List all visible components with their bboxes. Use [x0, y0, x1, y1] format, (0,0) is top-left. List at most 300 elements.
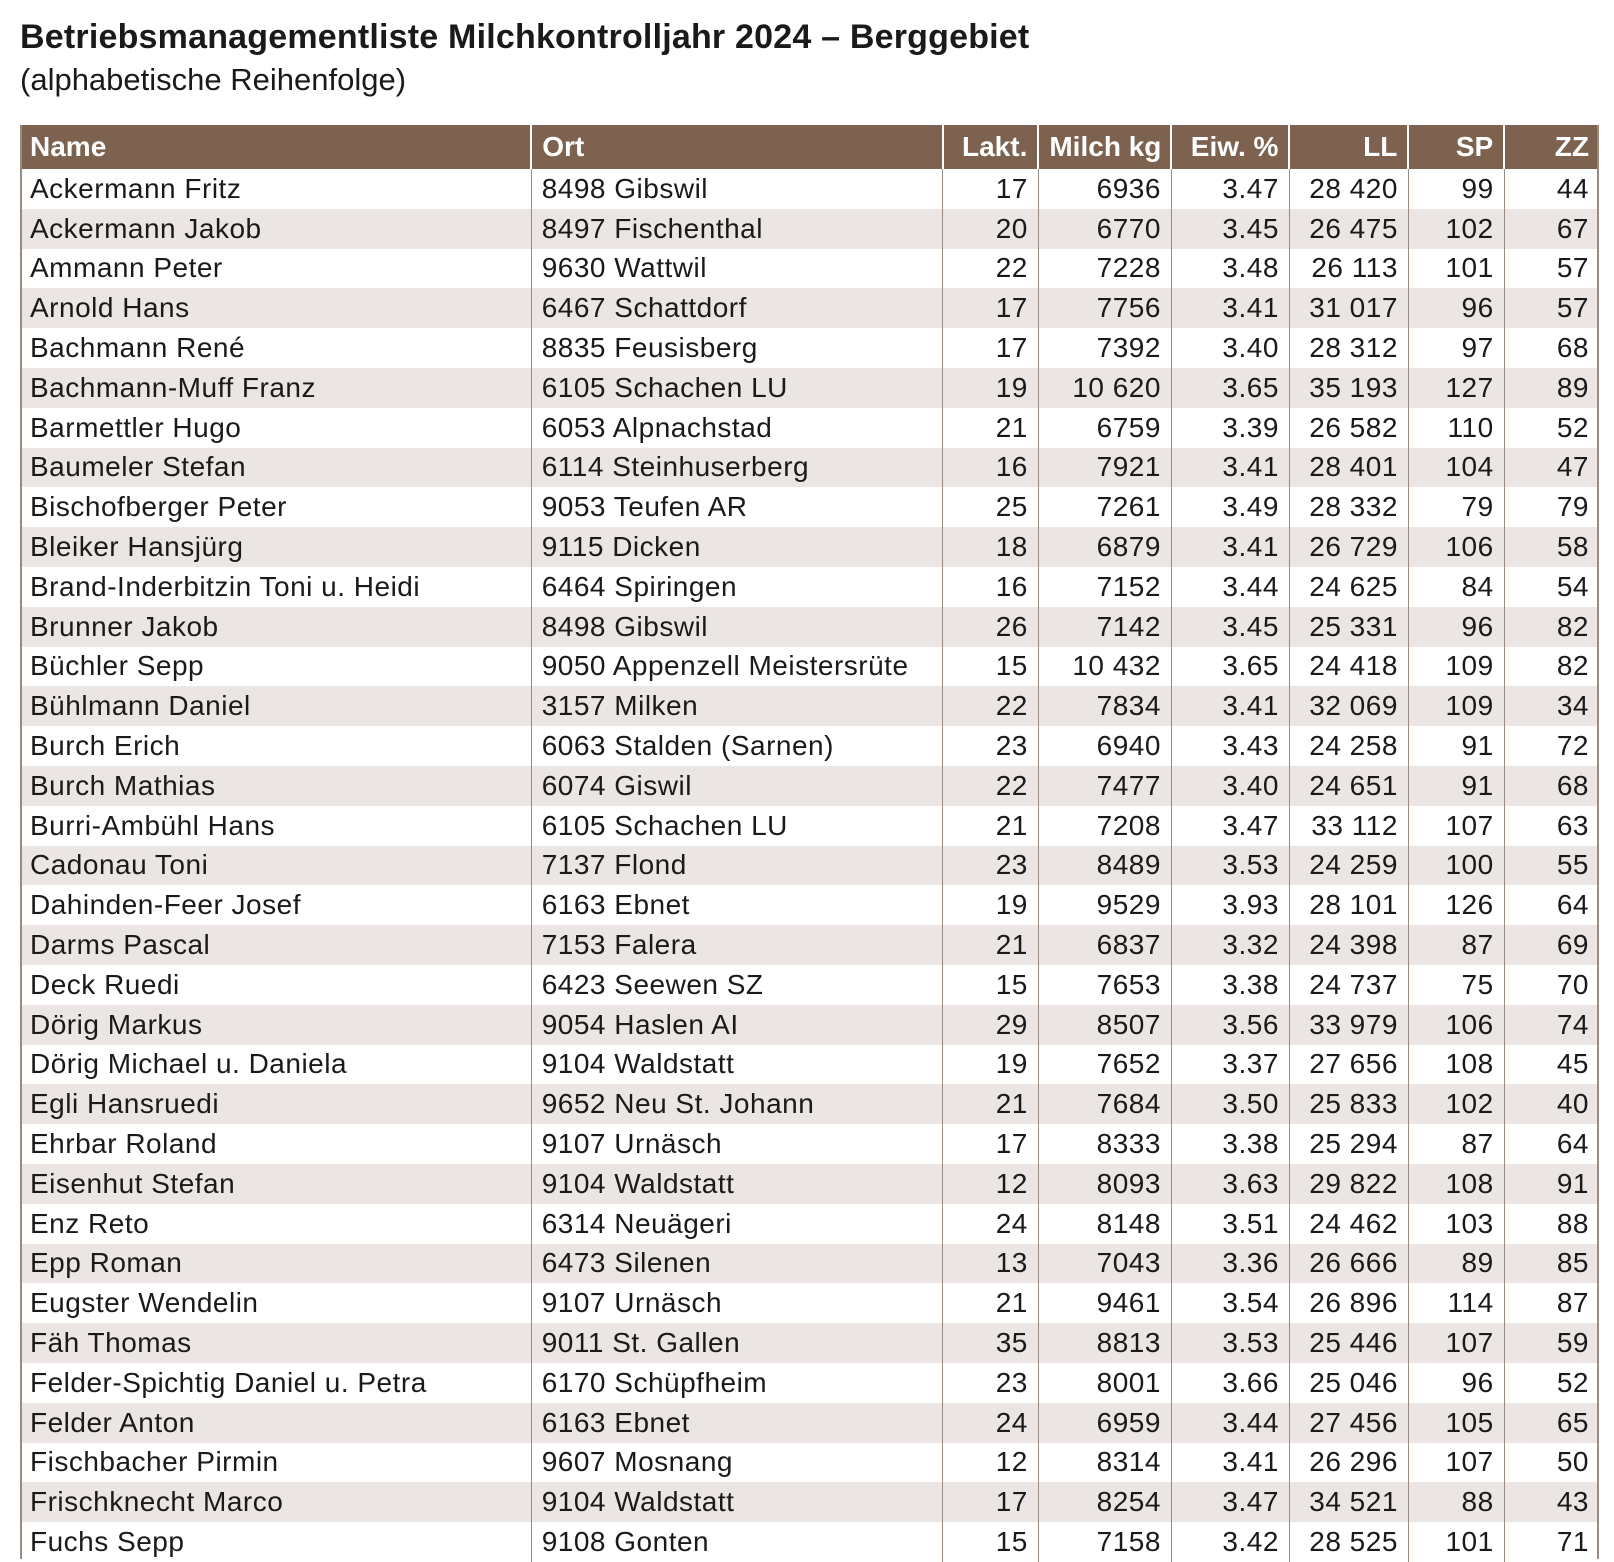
cell-lakt: 17	[943, 1124, 1039, 1164]
table-row	[20, 408, 1599, 448]
cell-ort: 6423 Seewen SZ	[531, 965, 942, 1005]
cell-name: Arnold Hans	[20, 288, 531, 328]
table-row	[20, 726, 1599, 766]
cell-zz: 57	[1504, 288, 1599, 328]
cell-sp: 107	[1408, 1323, 1504, 1363]
cell-ll: 25 446	[1289, 1323, 1408, 1363]
table-row	[20, 288, 1599, 328]
cell-zz: 72	[1504, 726, 1599, 766]
cell-lakt: 17	[943, 1482, 1039, 1522]
column-header-zz: ZZ	[1504, 125, 1599, 169]
cell-milch: 7043	[1038, 1244, 1171, 1284]
cell-name: Bleiker Hansjürg	[20, 527, 531, 567]
farm-table	[20, 125, 1599, 1562]
cell-name: Dahinden-Feer Josef	[20, 885, 531, 925]
cell-sp: 89	[1408, 1244, 1504, 1284]
cell-eiw: 3.54	[1171, 1283, 1289, 1323]
cell-name: Felder-Spichtig Daniel u. Petra	[20, 1363, 531, 1403]
cell-sp: 100	[1408, 846, 1504, 886]
column-header-ort: Ort	[531, 125, 942, 169]
cell-sp: 96	[1408, 607, 1504, 647]
cell-zz: 68	[1504, 766, 1599, 806]
cell-lakt: 12	[943, 1443, 1039, 1483]
cell-lakt: 24	[943, 1204, 1039, 1244]
cell-ll: 26 666	[1289, 1244, 1408, 1284]
cell-zz: 57	[1504, 249, 1599, 289]
cell-milch: 6936	[1038, 169, 1171, 209]
table-header	[20, 125, 1599, 169]
table-row	[20, 209, 1599, 249]
cell-name: Epp Roman	[20, 1244, 531, 1284]
cell-ort: 6114 Steinhuserberg	[531, 448, 942, 488]
cell-ll: 25 331	[1289, 607, 1408, 647]
cell-zz: 87	[1504, 1283, 1599, 1323]
cell-milch: 9461	[1038, 1283, 1171, 1323]
cell-sp: 87	[1408, 1124, 1504, 1164]
cell-eiw: 3.65	[1171, 647, 1289, 687]
cell-milch: 8254	[1038, 1482, 1171, 1522]
cell-name: Büchler Sepp	[20, 647, 531, 687]
table-row	[20, 487, 1599, 527]
cell-ort: 9104 Waldstatt	[531, 1045, 942, 1085]
cell-eiw: 3.40	[1171, 328, 1289, 368]
cell-milch: 8333	[1038, 1124, 1171, 1164]
cell-ort: 6105 Schachen LU	[531, 806, 942, 846]
cell-eiw: 3.39	[1171, 408, 1289, 448]
cell-eiw: 3.53	[1171, 1323, 1289, 1363]
cell-name: Dörig Michael u. Daniela	[20, 1045, 531, 1085]
cell-sp: 101	[1408, 1522, 1504, 1562]
cell-zz: 67	[1504, 209, 1599, 249]
cell-name: Brand-Inderbitzin Toni u. Heidi	[20, 567, 531, 607]
cell-eiw: 3.40	[1171, 766, 1289, 806]
cell-ort: 9104 Waldstatt	[531, 1164, 942, 1204]
cell-lakt: 22	[943, 766, 1039, 806]
cell-lakt: 13	[943, 1244, 1039, 1284]
cell-eiw: 3.56	[1171, 1005, 1289, 1045]
cell-ll: 26 113	[1289, 249, 1408, 289]
cell-sp: 99	[1408, 169, 1504, 209]
cell-milch: 10 432	[1038, 647, 1171, 687]
cell-ort: 8498 Gibswil	[531, 169, 942, 209]
cell-eiw: 3.47	[1171, 806, 1289, 846]
table-row	[20, 766, 1599, 806]
cell-name: Frischknecht Marco	[20, 1482, 531, 1522]
cell-milch: 7208	[1038, 806, 1171, 846]
cell-sp: 127	[1408, 368, 1504, 408]
cell-ll: 24 258	[1289, 726, 1408, 766]
table-row	[20, 965, 1599, 1005]
cell-zz: 64	[1504, 1124, 1599, 1164]
cell-zz: 50	[1504, 1443, 1599, 1483]
cell-lakt: 23	[943, 846, 1039, 886]
cell-zz: 58	[1504, 527, 1599, 567]
cell-eiw: 3.32	[1171, 925, 1289, 965]
cell-sp: 88	[1408, 1482, 1504, 1522]
table-row	[20, 1045, 1599, 1085]
column-header-sp: SP	[1408, 125, 1504, 169]
cell-name: Burch Erich	[20, 726, 531, 766]
cell-lakt: 17	[943, 288, 1039, 328]
cell-lakt: 21	[943, 1283, 1039, 1323]
cell-ort: 8835 Feusisberg	[531, 328, 942, 368]
cell-sp: 97	[1408, 328, 1504, 368]
table-row	[20, 1403, 1599, 1443]
cell-zz: 82	[1504, 647, 1599, 687]
cell-sp: 102	[1408, 1084, 1504, 1124]
cell-milch: 7653	[1038, 965, 1171, 1005]
cell-ll: 28 401	[1289, 448, 1408, 488]
cell-ll: 24 398	[1289, 925, 1408, 965]
cell-ort: 6314 Neuägeri	[531, 1204, 942, 1244]
table-row	[20, 527, 1599, 567]
cell-zz: 85	[1504, 1244, 1599, 1284]
cell-ort: 6105 Schachen LU	[531, 368, 942, 408]
cell-lakt: 17	[943, 328, 1039, 368]
cell-name: Fuchs Sepp	[20, 1522, 531, 1562]
cell-name: Fischbacher Pirmin	[20, 1443, 531, 1483]
cell-ort: 6467 Schattdorf	[531, 288, 942, 328]
cell-ll: 26 475	[1289, 209, 1408, 249]
cell-zz: 70	[1504, 965, 1599, 1005]
table-row	[20, 448, 1599, 488]
cell-sp: 79	[1408, 487, 1504, 527]
cell-milch: 7834	[1038, 686, 1171, 726]
cell-name: Deck Ruedi	[20, 965, 531, 1005]
cell-sp: 96	[1408, 1363, 1504, 1403]
cell-milch: 8148	[1038, 1204, 1171, 1244]
cell-name: Baumeler Stefan	[20, 448, 531, 488]
cell-eiw: 3.51	[1171, 1204, 1289, 1244]
cell-milch: 6940	[1038, 726, 1171, 766]
cell-milch: 7152	[1038, 567, 1171, 607]
cell-eiw: 3.53	[1171, 846, 1289, 886]
cell-eiw: 3.47	[1171, 1482, 1289, 1522]
cell-name: Burri-Ambühl Hans	[20, 806, 531, 846]
cell-ort: 9652 Neu St. Johann	[531, 1084, 942, 1124]
cell-sp: 106	[1408, 1005, 1504, 1045]
column-header-lakt: Lakt.	[943, 125, 1039, 169]
cell-sp: 87	[1408, 925, 1504, 965]
cell-sp: 91	[1408, 726, 1504, 766]
cell-sp: 84	[1408, 567, 1504, 607]
cell-name: Ammann Peter	[20, 249, 531, 289]
cell-eiw: 3.63	[1171, 1164, 1289, 1204]
cell-ll: 26 896	[1289, 1283, 1408, 1323]
cell-sp: 102	[1408, 209, 1504, 249]
cell-ort: 6170 Schüpfheim	[531, 1363, 942, 1403]
cell-zz: 68	[1504, 328, 1599, 368]
cell-zz: 55	[1504, 846, 1599, 886]
cell-milch: 6770	[1038, 209, 1171, 249]
table-row	[20, 1522, 1599, 1562]
cell-name: Eisenhut Stefan	[20, 1164, 531, 1204]
cell-sp: 109	[1408, 686, 1504, 726]
cell-zz: 63	[1504, 806, 1599, 846]
cell-sp: 105	[1408, 1403, 1504, 1443]
cell-milch: 7392	[1038, 328, 1171, 368]
table-row	[20, 368, 1599, 408]
cell-ll: 28 525	[1289, 1522, 1408, 1562]
cell-name: Felder Anton	[20, 1403, 531, 1443]
table-row	[20, 885, 1599, 925]
cell-lakt: 19	[943, 885, 1039, 925]
table-row	[20, 1204, 1599, 1244]
cell-lakt: 12	[943, 1164, 1039, 1204]
cell-zz: 59	[1504, 1323, 1599, 1363]
cell-name: Ackermann Jakob	[20, 209, 531, 249]
cell-lakt: 35	[943, 1323, 1039, 1363]
cell-name: Ehrbar Roland	[20, 1124, 531, 1164]
cell-zz: 91	[1504, 1164, 1599, 1204]
cell-milch: 8489	[1038, 846, 1171, 886]
column-header-name: Name	[20, 125, 531, 169]
cell-zz: 88	[1504, 1204, 1599, 1244]
cell-sp: 91	[1408, 766, 1504, 806]
cell-lakt: 24	[943, 1403, 1039, 1443]
cell-milch: 7228	[1038, 249, 1171, 289]
table-row	[20, 1482, 1599, 1522]
cell-zz: 44	[1504, 169, 1599, 209]
table-body	[20, 169, 1599, 1562]
cell-eiw: 3.41	[1171, 448, 1289, 488]
table-row	[20, 328, 1599, 368]
cell-ort: 6163 Ebnet	[531, 1403, 942, 1443]
cell-lakt: 25	[943, 487, 1039, 527]
table-row	[20, 925, 1599, 965]
cell-milch: 10 620	[1038, 368, 1171, 408]
page-subtitle: (alphabetische Reihenfolge)	[20, 62, 407, 97]
cell-lakt: 21	[943, 806, 1039, 846]
cell-eiw: 3.43	[1171, 726, 1289, 766]
cell-eiw: 3.41	[1171, 288, 1289, 328]
cell-sp: 114	[1408, 1283, 1504, 1323]
cell-ort: 9108 Gonten	[531, 1522, 942, 1562]
cell-ort: 9607 Mosnang	[531, 1443, 942, 1483]
cell-lakt: 16	[943, 567, 1039, 607]
cell-sp: 96	[1408, 288, 1504, 328]
cell-ll: 28 312	[1289, 328, 1408, 368]
cell-eiw: 3.45	[1171, 209, 1289, 249]
cell-milch: 8093	[1038, 1164, 1171, 1204]
cell-milch: 7684	[1038, 1084, 1171, 1124]
cell-eiw: 3.65	[1171, 368, 1289, 408]
cell-ll: 28 420	[1289, 169, 1408, 209]
cell-sp: 103	[1408, 1204, 1504, 1244]
cell-name: Bachmann René	[20, 328, 531, 368]
cell-sp: 75	[1408, 965, 1504, 1005]
cell-name: Bischofberger Peter	[20, 487, 531, 527]
cell-eiw: 3.50	[1171, 1084, 1289, 1124]
table-row	[20, 1443, 1599, 1483]
cell-lakt: 21	[943, 925, 1039, 965]
cell-eiw: 3.48	[1171, 249, 1289, 289]
cell-lakt: 19	[943, 368, 1039, 408]
table-row	[20, 1084, 1599, 1124]
cell-ort: 9104 Waldstatt	[531, 1482, 942, 1522]
table-row	[20, 686, 1599, 726]
cell-name: Dörig Markus	[20, 1005, 531, 1045]
cell-milch: 7756	[1038, 288, 1171, 328]
cell-name: Bachmann-Muff Franz	[20, 368, 531, 408]
cell-ort: 9011 St. Gallen	[531, 1323, 942, 1363]
cell-ll: 24 462	[1289, 1204, 1408, 1244]
cell-ll: 29 822	[1289, 1164, 1408, 1204]
cell-ll: 27 456	[1289, 1403, 1408, 1443]
cell-lakt: 22	[943, 249, 1039, 289]
cell-name: Burch Mathias	[20, 766, 531, 806]
cell-eiw: 3.44	[1171, 1403, 1289, 1443]
cell-ll: 33 112	[1289, 806, 1408, 846]
cell-ll: 24 651	[1289, 766, 1408, 806]
cell-ort: 7137 Flond	[531, 846, 942, 886]
cell-eiw: 3.66	[1171, 1363, 1289, 1403]
page-title: Betriebsmanagementliste Milchkontrolljahr 2024 – Berggebiet	[20, 18, 1030, 56]
cell-ll: 26 296	[1289, 1443, 1408, 1483]
cell-eiw: 3.47	[1171, 169, 1289, 209]
cell-eiw: 3.41	[1171, 527, 1289, 567]
cell-ort: 9050 Appenzell Meistersrüte	[531, 647, 942, 687]
cell-ll: 25 294	[1289, 1124, 1408, 1164]
cell-milch: 6959	[1038, 1403, 1171, 1443]
cell-zz: 71	[1504, 1522, 1599, 1562]
cell-milch: 6879	[1038, 527, 1171, 567]
cell-zz: 34	[1504, 686, 1599, 726]
table-row	[20, 1323, 1599, 1363]
cell-ort: 7153 Falera	[531, 925, 942, 965]
cell-lakt: 17	[943, 169, 1039, 209]
table-row	[20, 607, 1599, 647]
table-row	[20, 1124, 1599, 1164]
cell-sp: 107	[1408, 1443, 1504, 1483]
cell-sp: 110	[1408, 408, 1504, 448]
cell-ort: 9630 Wattwil	[531, 249, 942, 289]
cell-milch: 6837	[1038, 925, 1171, 965]
cell-ll: 27 656	[1289, 1045, 1408, 1085]
cell-zz: 52	[1504, 1363, 1599, 1403]
cell-sp: 101	[1408, 249, 1504, 289]
cell-milch: 8813	[1038, 1323, 1171, 1363]
column-header-milch: Milch kg	[1038, 125, 1171, 169]
cell-ort: 6053 Alpnachstad	[531, 408, 942, 448]
cell-ll: 24 737	[1289, 965, 1408, 1005]
cell-ort: 9115 Dicken	[531, 527, 942, 567]
cell-name: Brunner Jakob	[20, 607, 531, 647]
cell-name: Barmettler Hugo	[20, 408, 531, 448]
table-row	[20, 1244, 1599, 1284]
table-row	[20, 1363, 1599, 1403]
cell-lakt: 21	[943, 408, 1039, 448]
cell-lakt: 21	[943, 1084, 1039, 1124]
cell-ort: 6473 Silenen	[531, 1244, 942, 1284]
cell-sp: 108	[1408, 1164, 1504, 1204]
cell-lakt: 16	[943, 448, 1039, 488]
cell-milch: 8507	[1038, 1005, 1171, 1045]
cell-eiw: 3.49	[1171, 487, 1289, 527]
cell-zz: 40	[1504, 1084, 1599, 1124]
cell-eiw: 3.36	[1171, 1244, 1289, 1284]
cell-sp: 109	[1408, 647, 1504, 687]
cell-zz: 54	[1504, 567, 1599, 607]
cell-eiw: 3.38	[1171, 965, 1289, 1005]
cell-name: Fäh Thomas	[20, 1323, 531, 1363]
cell-zz: 79	[1504, 487, 1599, 527]
cell-zz: 64	[1504, 885, 1599, 925]
cell-ort: 3157 Milken	[531, 686, 942, 726]
cell-lakt: 20	[943, 209, 1039, 249]
cell-zz: 69	[1504, 925, 1599, 965]
cell-milch: 8314	[1038, 1443, 1171, 1483]
cell-milch: 7158	[1038, 1522, 1171, 1562]
cell-lakt: 23	[943, 726, 1039, 766]
cell-zz: 65	[1504, 1403, 1599, 1443]
table-row	[20, 846, 1599, 886]
cell-milch: 7261	[1038, 487, 1171, 527]
cell-ort: 9107 Urnäsch	[531, 1124, 942, 1164]
cell-eiw: 3.44	[1171, 567, 1289, 607]
cell-milch: 9529	[1038, 885, 1171, 925]
cell-sp: 126	[1408, 885, 1504, 925]
cell-name: Cadonau Toni	[20, 846, 531, 886]
cell-zz: 47	[1504, 448, 1599, 488]
cell-eiw: 3.38	[1171, 1124, 1289, 1164]
cell-ort: 6063 Stalden (Sarnen)	[531, 726, 942, 766]
cell-lakt: 18	[943, 527, 1039, 567]
cell-lakt: 19	[943, 1045, 1039, 1085]
cell-ort: 9053 Teufen AR	[531, 487, 942, 527]
header-row	[20, 125, 1599, 169]
cell-ll: 28 332	[1289, 487, 1408, 527]
cell-eiw: 3.93	[1171, 885, 1289, 925]
cell-lakt: 15	[943, 965, 1039, 1005]
cell-milch: 8001	[1038, 1363, 1171, 1403]
cell-zz: 43	[1504, 1482, 1599, 1522]
table-row	[20, 806, 1599, 846]
cell-ort: 6074 Giswil	[531, 766, 942, 806]
cell-milch: 7142	[1038, 607, 1171, 647]
cell-ll: 28 101	[1289, 885, 1408, 925]
cell-zz: 82	[1504, 607, 1599, 647]
cell-ort: 8498 Gibswil	[531, 607, 942, 647]
cell-lakt: 26	[943, 607, 1039, 647]
table-row	[20, 647, 1599, 687]
cell-lakt: 23	[943, 1363, 1039, 1403]
cell-name: Darms Pascal	[20, 925, 531, 965]
cell-ll: 33 979	[1289, 1005, 1408, 1045]
cell-zz: 89	[1504, 368, 1599, 408]
table-row	[20, 567, 1599, 607]
cell-milch: 7921	[1038, 448, 1171, 488]
cell-milch: 6759	[1038, 408, 1171, 448]
cell-lakt: 15	[943, 647, 1039, 687]
cell-ll: 34 521	[1289, 1482, 1408, 1522]
cell-eiw: 3.42	[1171, 1522, 1289, 1562]
table-row	[20, 1005, 1599, 1045]
cell-name: Enz Reto	[20, 1204, 531, 1244]
cell-name: Egli Hansruedi	[20, 1084, 531, 1124]
cell-zz: 74	[1504, 1005, 1599, 1045]
cell-eiw: 3.45	[1171, 607, 1289, 647]
cell-milch: 7477	[1038, 766, 1171, 806]
cell-ll: 25 833	[1289, 1084, 1408, 1124]
cell-ll: 35 193	[1289, 368, 1408, 408]
column-header-ll: LL	[1289, 125, 1408, 169]
cell-ll: 24 625	[1289, 567, 1408, 607]
cell-ort: 8497 Fischenthal	[531, 209, 942, 249]
cell-sp: 108	[1408, 1045, 1504, 1085]
table-row	[20, 1283, 1599, 1323]
table-row	[20, 249, 1599, 289]
